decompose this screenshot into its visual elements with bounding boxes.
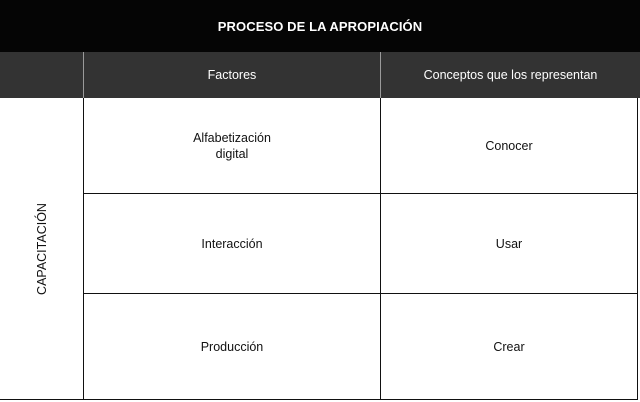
header-row (0, 52, 640, 98)
factor-cell (84, 194, 381, 294)
concept-cell (381, 294, 638, 400)
side-category-cell (0, 98, 84, 400)
table-body (0, 98, 640, 402)
factor-label: Alfabetización digital (193, 130, 271, 161)
concept-cell (381, 98, 638, 194)
factor-label: Producción (200, 339, 264, 354)
factor-cell (84, 98, 381, 194)
factor-label: Interacción (201, 236, 263, 251)
side-category-label: CAPACITACIÓN (34, 202, 49, 295)
table-title: PROCESO DE LA APROPIACIÓN (0, 0, 640, 52)
concept-label: Crear (493, 339, 525, 354)
factor-cell (84, 294, 381, 400)
concept-cell (381, 194, 638, 294)
concept-label: Usar (495, 236, 523, 251)
concept-label: Conocer (485, 138, 533, 153)
header-cell-empty (0, 52, 84, 98)
header-cell-factores: Factores (84, 52, 381, 98)
header-cell-conceptos: Conceptos que los representan (423, 68, 598, 82)
